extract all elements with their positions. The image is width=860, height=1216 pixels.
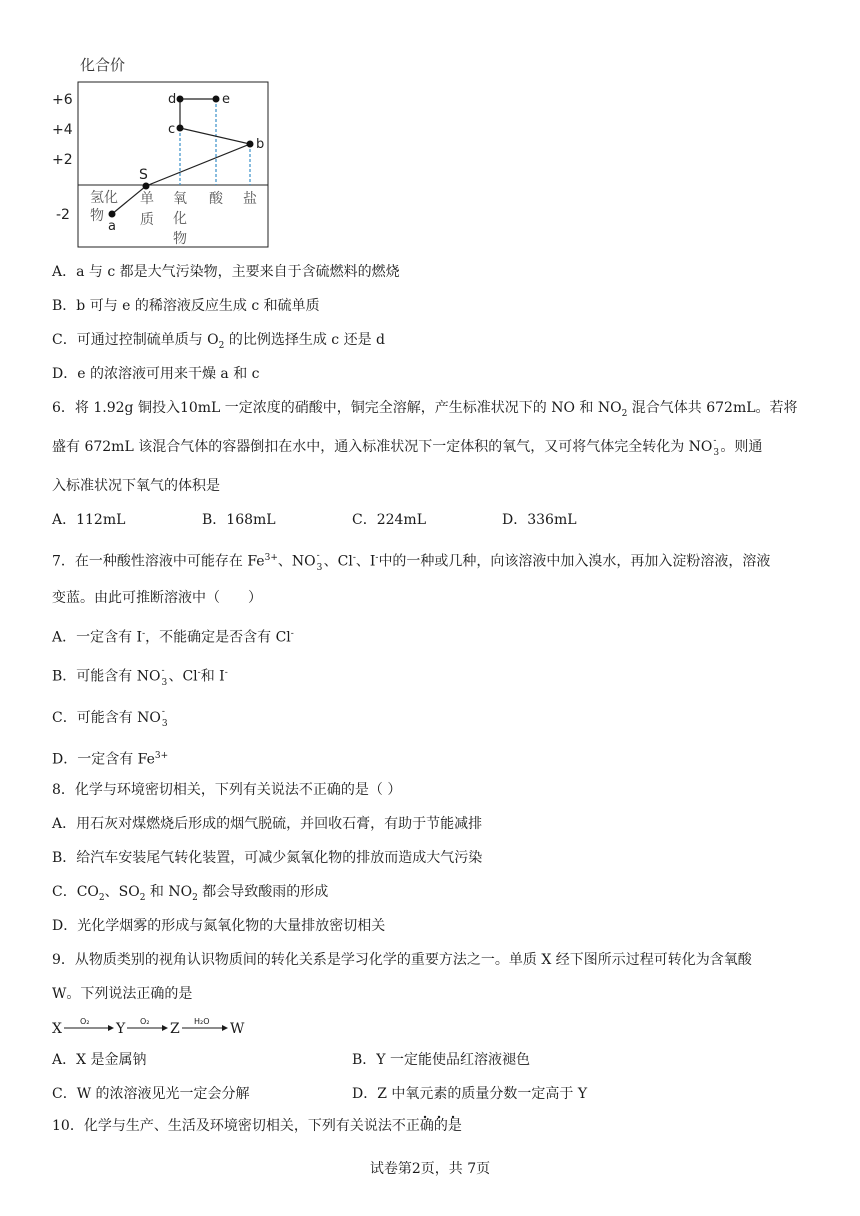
q6-l2-sup: - [713,436,717,446]
point-label-b: b [256,137,265,152]
q6-option-d: D．336mL [502,512,577,528]
emphasis-dots [418,1114,478,1120]
emphasis-dot [438,1116,440,1118]
q6-option-b: B．168mL [202,512,276,528]
q9-stem-line2: W。下列说法正确的是 [52,986,193,1002]
scheme-z: Z [170,1021,180,1037]
q7-option-a [52,624,294,648]
q5-option-b: B．b 可与 e 的稀溶液反应生成 c 和硫单质 [52,298,320,314]
y-tick-label: -2 [56,207,70,223]
q7-option-c [52,708,169,728]
q7-stem-line1 [52,548,770,572]
emphasis-dot [452,1116,454,1118]
q10-text-2: 的是 [433,1118,462,1134]
scheme-x: X [52,1021,62,1037]
q10-stem [52,1116,462,1136]
x-cat-element-2: 质 [140,212,154,228]
scheme-r2: O₂ [140,1017,150,1026]
point-label-d: d [168,92,177,107]
q5-option-c [52,330,385,356]
x-cat-oxide-1: 氧 [173,191,187,207]
point-label-a: a [108,219,116,234]
q8-option-d: D．光化学烟雾的形成与氮氧化物的大量排放密切相关 [52,918,386,934]
q7-c-sup: - [161,707,165,717]
q7-a-sup1: - [142,629,146,639]
q7-t4: 、I [355,553,376,570]
q7-c-ion [161,707,169,729]
point-c [177,125,184,132]
q5-option-a: A．a 与 c 都是大气污染物，主要来自于含硫燃料的燃烧 [52,264,400,280]
emphasis-dot [424,1116,426,1118]
q7-b-sup: - [161,665,165,676]
q10-text-1: 10．化学与生产、生活及环境密切相关，下列有关说法 [52,1118,392,1134]
q7-b-2: 、Cl [168,668,198,685]
q8-stem: 8．化学与环境密切相关，下列有关说法不正确的是（ ） [52,782,402,798]
point-a [109,211,116,218]
q5-c-text: C．可通过控制硫单质与 O [52,332,219,348]
q6-l2-ion [712,436,720,458]
q6-stem-line1 [52,398,798,424]
q9-option-c: C．W 的浓溶液见光一定会分解 [52,1086,250,1102]
q6-stem-line2 [52,437,762,457]
page-footer: 试卷第2页，共 7页 [369,1161,491,1177]
q8-c-3: 和 NO [145,884,193,900]
q7-t1: 7．在一种酸性溶液中可能存在 Fe [52,553,265,570]
q6-option-c: C．224mL [352,512,427,528]
point-b [247,141,254,148]
y-tick-label: +2 [52,152,73,168]
q7-d-1: D．一定含有 Fe [52,751,155,768]
q7-t5: 中的一种或几种，向该溶液中加入溴水，再加入淀粉溶液，溶液 [378,553,771,570]
q9-option-d: D．Z 中氧元素的质量分数一定高于 Y [352,1086,588,1102]
q9-reaction-scheme [50,1014,290,1040]
q7-b-1: B．可能含有 NO [52,668,161,685]
q6-option-a: A．112mL [52,512,126,528]
point-e [213,96,220,103]
q7-t3: 、Cl [323,553,353,570]
arrow-head-icon [162,1025,168,1031]
q7-c-sub: 3 [161,719,168,729]
x-cat-element-s: S [139,167,148,183]
point-label-c: c [168,122,176,137]
q7-a-sup2: - [290,629,294,639]
q9-stem-line1: 9．从物质类别的视角认识物质间的转化关系是学习化学的重要方法之一。单质 X 经下图所示过程可转化为含氧酸 [52,952,752,968]
q7-b-ion [160,665,168,688]
scheme-y: Y [116,1021,126,1037]
scheme-w: W [230,1021,245,1037]
q7-c-1: C．可能含有 NO [52,710,161,726]
scheme-r3: H₂O [194,1017,210,1026]
q9-option-a: A．X 是金属钠 [52,1052,147,1068]
q7-sub: 3 [316,562,323,573]
q6-l2-a: 盛有 672mL 该混合气体的容器倒扣在水中，通入标准状况下一定体积的氧气，又可将气体完全转化为 NO [52,439,713,455]
x-cat-oxide-2: 化 [173,211,187,227]
q5-c-text2: 的比例选择生成 c 还是 d [224,332,385,348]
valence-chart [50,52,280,250]
q8-c-4: 都会导致酸雨的形成 [197,884,329,900]
q7-a-2: ，不能确定是否含有 Cl [145,629,291,646]
q6-stem-line3: 入标准状况下氧气的体积是 [52,478,220,494]
q7-ion [316,550,324,573]
q8-c-sub3: 2 [192,892,198,903]
x-cat-oxide-3: 物 [173,231,187,247]
q7-sup4: - [375,553,379,563]
x-cat-acid: 酸 [209,191,223,207]
q8-c-sub1: 2 [98,892,105,903]
q6-l2-sub: 3 [713,448,720,458]
q9-option-b: B．Y 一定能使品红溶液褪色 [352,1052,530,1068]
q5-option-d: D．e 的浓溶液可用来干燥 a 和 c [52,366,260,382]
q8-option-b: B．给汽车安装尾气转化装置，可减少氮氧化物的排放而造成大气污染 [52,850,483,866]
arrow-head-icon [222,1025,228,1031]
q6-l1-b: 混合气体共 672mL。若将 [627,400,798,416]
y-tick-label: +6 [52,92,73,108]
scheme-r1: O₂ [80,1017,90,1026]
q7-a-1: A．一定含有 I [52,629,143,646]
q8-c-sub2: 2 [139,892,146,903]
q7-b-sup3: - [224,668,228,678]
x-cat-element-1: 单 [140,191,154,207]
q7-stem-line2: 变蓝。由此可推断溶液中（ ） [52,590,262,606]
q7-b-sub: 3 [161,677,168,688]
q8-option-a: A．用石灰对煤燃烧后形成的烟气脱硫，并回收石膏，有助于节能减排 [52,816,483,832]
q6-l2-b: 。则通 [720,439,763,455]
q7-t2: 、NO [277,553,316,570]
x-cat-hydride-2: 物 [90,208,104,224]
q7-sup1: 3+ [264,553,278,563]
q8-c-1: C．CO [52,884,99,900]
q7-option-d [52,746,168,770]
q5-c-sub: 2 [218,340,225,351]
q7-b-sup2: - [197,668,201,678]
q7-sup2: - [316,550,320,561]
x-cat-hydride-1: 氢化 [90,190,118,206]
x-cat-salt: 盐 [243,191,257,207]
q7-option-b [52,663,228,687]
q6-l1-sub: 2 [621,408,628,419]
arrow-head-icon [108,1025,114,1031]
q8-option-c [52,882,328,908]
point-d [177,96,184,103]
q7-sup3: - [352,553,356,563]
y-tick-label: +4 [52,122,73,138]
point-s [143,183,150,190]
q8-c-2: 、SO [104,884,140,900]
point-label-e: e [222,92,230,107]
chart-ylabel: 化合价 [80,56,126,74]
q7-b-3: 和 I [200,668,225,685]
q7-d-sup: 3+ [154,751,169,761]
q6-l1-a: 6．将 1.92g 铜投入10mL 一定浓度的硝酸中，铜完全溶解，产生标准状况下的 NO 和 NO [52,400,622,416]
q10-emphasis: 不正确 [391,1118,434,1134]
